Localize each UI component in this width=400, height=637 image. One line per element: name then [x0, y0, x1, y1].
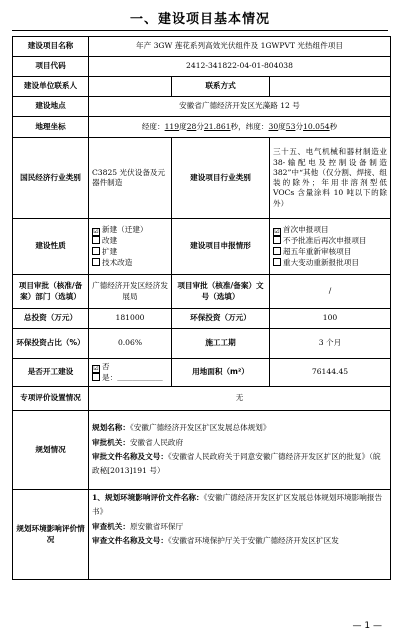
filing-type-options	[270, 219, 391, 275]
field-key: 审批文件名称及文号：	[92, 452, 168, 461]
project-industry-label: 建设项目行业类别	[172, 138, 270, 219]
phone-value	[270, 77, 391, 97]
nature-option	[92, 225, 168, 235]
land-area-value: 76144.45	[270, 359, 391, 387]
project-name-value: 年产 3GW 莲花系列高效光伏组件及 1GWPVT 光热组件项目	[89, 37, 391, 57]
page-number: — 1 —	[352, 621, 382, 631]
planning-label: 规划情况	[13, 411, 89, 490]
planning-authority	[92, 436, 387, 450]
project-code-label: 项目代码	[13, 57, 89, 77]
field-text: 原安徽省环保厅	[129, 521, 184, 531]
phone-label: 联系方式	[172, 77, 270, 97]
contact-label: 建设单位联系人	[13, 77, 89, 97]
option-label: 不予批准后再次申报项目	[283, 235, 367, 245]
env-investment-value: 100	[270, 309, 391, 329]
deg-unit: 度	[179, 121, 187, 131]
started-option	[92, 362, 168, 372]
row-investment	[13, 309, 391, 329]
lat-seconds: 10.054	[303, 121, 330, 131]
lat-minutes: 53	[285, 121, 296, 131]
nature-option	[92, 235, 168, 246]
approval-doc-value: /	[270, 275, 391, 309]
coordinates-value	[89, 117, 391, 138]
row-planning	[13, 411, 391, 490]
min-unit: 分	[295, 121, 304, 131]
row-approval	[13, 275, 391, 309]
checkbox-icon	[92, 258, 100, 266]
row-industry	[13, 138, 391, 219]
coordinates-label: 地理坐标	[13, 117, 89, 138]
field-key: 审批机关：	[92, 437, 130, 447]
blank-line: ＿＿＿＿＿＿	[117, 373, 163, 382]
option-label: 扩建	[102, 247, 118, 256]
field-key: 规划名称：	[92, 423, 130, 433]
filing-option	[273, 257, 387, 268]
row-contact	[13, 77, 391, 97]
title-divider	[12, 30, 388, 31]
min-unit: 分	[196, 121, 204, 131]
coord-prefix: 经度：	[141, 121, 165, 131]
row-planning-eia	[13, 490, 391, 580]
checkbox-icon	[92, 247, 100, 255]
checkbox-icon	[92, 373, 100, 381]
row-nature	[13, 219, 391, 275]
sec-unit: 秒	[329, 121, 338, 131]
eia-review-document	[92, 534, 387, 548]
field-key: 审查文件名称及文号：	[92, 536, 168, 546]
deg-unit: 度	[278, 121, 286, 131]
option-label: 新建（迁建）	[102, 224, 148, 234]
eia-review-authority	[92, 520, 387, 534]
option-label: 否	[102, 361, 110, 371]
option-label: 技术改造	[102, 258, 133, 268]
nature-option	[92, 257, 168, 268]
env-ratio-value: 0.06%	[89, 329, 172, 359]
started-options	[89, 359, 172, 387]
duration-label: 施工工期	[172, 329, 270, 359]
row-env-ratio	[13, 329, 391, 359]
lon-seconds: 21.861	[203, 121, 231, 131]
row-project-code	[13, 57, 391, 77]
contact-value	[89, 77, 172, 97]
project-info-table	[12, 36, 391, 580]
planning-name	[92, 421, 387, 435]
option-label: 是：	[102, 373, 118, 382]
planning-eia-content	[89, 490, 391, 580]
location-value: 安徽省广德经济开发区光藻路 12 号	[89, 97, 391, 117]
option-label: 重大变动重新报批项目	[283, 258, 359, 268]
project-industry-value: 三十五、电气机械和器材制造业 38-输配电及控制设备制造 382”中“其他（仅分割、焊接、组装的除外；年用非溶剂型低 VOCs 含量涂料 10 吨以下的除外）	[270, 138, 391, 219]
row-coordinates	[13, 117, 391, 138]
field-text: 《安徽省环境保护厅关于安徽广德经济开发区扩区发	[167, 536, 339, 546]
filing-type-label: 建设项目申报情形	[172, 219, 270, 275]
checkbox-icon	[273, 247, 281, 255]
option-label: 超五年重新审核项目	[283, 247, 352, 256]
industry-value: C3825 光伏设备及元器件制造	[89, 138, 172, 219]
field-text: 《安徽省人民政府关于同意安徽广德经济开发区扩区的批复》（皖政秘[2013]191 号）	[92, 452, 381, 476]
filing-option	[273, 246, 387, 257]
env-investment-label: 环保投资（万元）	[172, 309, 270, 329]
sec-unit: 秒，纬度：	[230, 121, 269, 131]
duration-value: 3 个月	[270, 329, 391, 359]
lat-degrees: 30	[268, 121, 279, 131]
row-project-name	[13, 37, 391, 57]
planning-document	[92, 450, 387, 479]
eia-document-name	[92, 491, 387, 520]
land-area-label: 用地面积（m²）	[172, 359, 270, 387]
option-label: 首次申报项目	[283, 224, 329, 234]
checkbox-icon: ☑	[93, 364, 99, 372]
approval-dept-label: 项目审批（核准/备案）部门（选填）	[13, 275, 89, 309]
investment-label: 总投资（万元）	[13, 309, 89, 329]
planning-eia-label: 规划环境影响评价情况	[13, 490, 89, 580]
location-label: 建设地点	[13, 97, 89, 117]
row-location	[13, 97, 391, 117]
row-special	[13, 387, 391, 411]
investment-value: 181000	[89, 309, 172, 329]
checkbox-icon	[92, 236, 100, 244]
checkbox-icon	[273, 258, 281, 266]
field-key: 1、规划环境影响评价文件名称：	[92, 493, 204, 502]
approval-doc-label: 项目审批（核准/备案）文号（选填）	[172, 275, 270, 309]
approval-dept-value: 广德经济开发区经济发展局	[89, 275, 172, 309]
nature-option	[92, 246, 168, 257]
started-option	[92, 372, 168, 383]
filing-option	[273, 235, 387, 246]
field-text: 安徽省人民政府	[129, 437, 184, 447]
field-key: 审查机关：	[92, 521, 130, 531]
started-label: 是否开工建设	[13, 359, 89, 387]
option-label: 改建	[102, 235, 118, 245]
field-text: 《安徽广德经济开发区扩区发展总体规划》	[129, 423, 271, 433]
lon-degrees: 119	[164, 121, 180, 131]
env-ratio-label: 环保投资占比（%）	[13, 329, 89, 359]
project-name-label: 建设项目名称	[13, 37, 89, 57]
checkbox-icon: ☑	[274, 227, 280, 235]
project-code-value: 2412-341822-04-01-804038	[89, 57, 391, 77]
planning-content	[89, 411, 391, 490]
field-text: 《安徽广德经济开发区扩区发展总体规划环境影响报告书》	[92, 493, 383, 517]
special-value: 无	[89, 387, 391, 411]
checkbox-icon: ☑	[93, 227, 99, 235]
filing-option	[273, 225, 387, 235]
nature-label: 建设性质	[13, 219, 89, 275]
checkbox-icon	[273, 236, 281, 244]
lon-minutes: 28	[186, 121, 197, 131]
row-started	[13, 359, 391, 387]
special-label: 专项评价设置情况	[13, 387, 89, 411]
industry-label: 国民经济行业类别	[13, 138, 89, 219]
page-title: 一、建设项目基本情况	[129, 12, 270, 27]
nature-options	[89, 219, 172, 275]
